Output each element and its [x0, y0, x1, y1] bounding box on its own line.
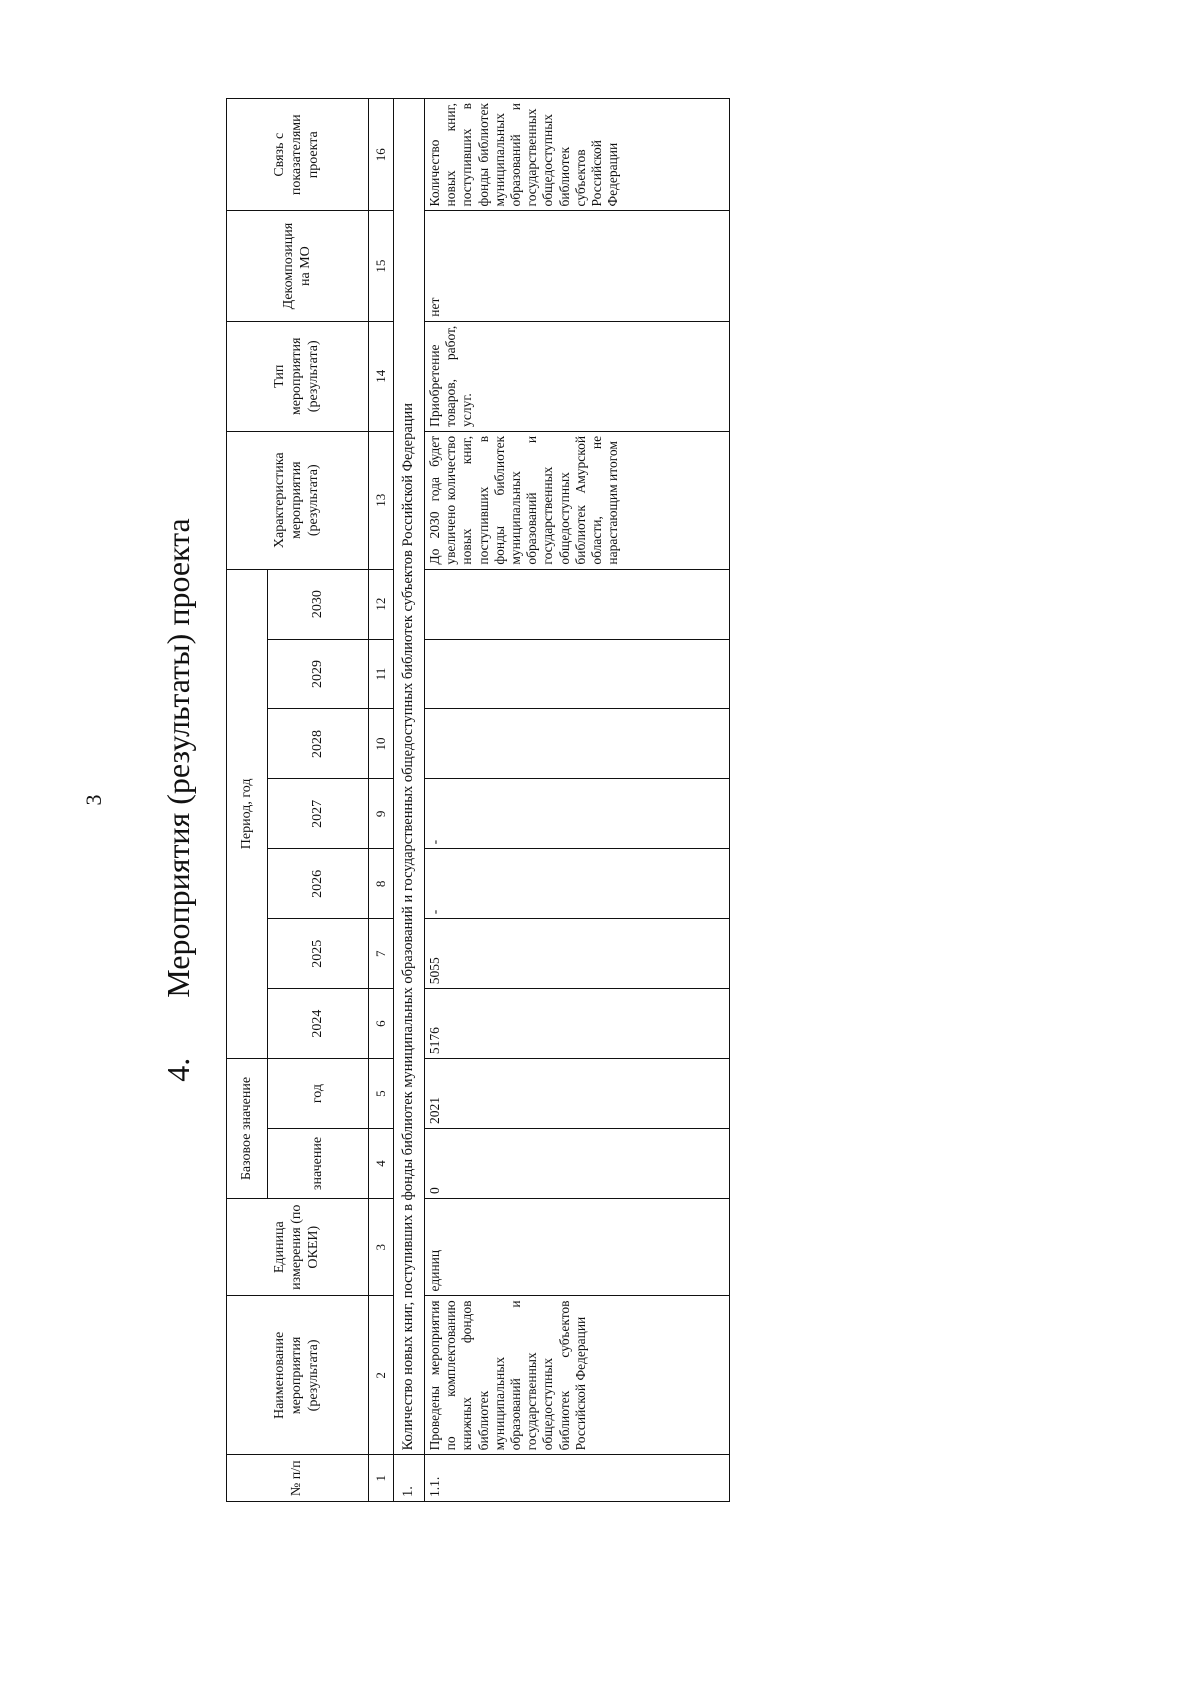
section-heading [150, 80, 206, 1520]
header-year: 2027 [268, 779, 369, 849]
header-characteristic: Характеристика мероприятия (результата) [227, 431, 369, 569]
row-unit: единиц [425, 1198, 730, 1295]
header-base-value: значение [268, 1129, 369, 1199]
heading-title: Мероприятия (результаты) проекта [160, 518, 196, 998]
header-period-group: Период, год [227, 569, 268, 1058]
header-link: Связь с показателями проекта [227, 99, 369, 212]
column-number: 16 [369, 99, 394, 212]
column-number: 3 [369, 1198, 394, 1295]
page-number: 3 [81, 794, 106, 806]
row-num: 1.1. [425, 1455, 730, 1502]
column-number: 13 [369, 431, 394, 569]
column-number: 12 [369, 569, 394, 639]
header-year: 2026 [268, 849, 369, 919]
column-number: 8 [369, 849, 394, 919]
header-year: 2028 [268, 709, 369, 779]
header-year: 2029 [268, 639, 369, 709]
row-value [425, 569, 730, 639]
row-base-year: 2021 [425, 1059, 730, 1129]
header-type: Тип мероприятия (результата) [227, 321, 369, 431]
row-value [425, 639, 730, 709]
column-number: 1 [369, 1455, 394, 1502]
column-number: 9 [369, 779, 394, 849]
header-unit: Единица измерения (по ОКЕИ) [227, 1198, 369, 1295]
column-number: 14 [369, 321, 394, 431]
row-value [425, 709, 730, 779]
header-name: Наименование мероприятия (результата) [227, 1296, 369, 1455]
row-value: - [425, 849, 730, 919]
column-number: 6 [369, 989, 394, 1059]
section-num: 1. [394, 1455, 425, 1502]
column-number: 5 [369, 1059, 394, 1129]
heading-number: 4. [160, 1057, 196, 1082]
header-year: 2025 [268, 919, 369, 989]
column-number: 10 [369, 709, 394, 779]
header-base-year: год [268, 1059, 369, 1129]
row-value: 5176 [425, 989, 730, 1059]
activities-table [226, 98, 730, 1502]
header-base-group: Базовое значение [227, 1059, 268, 1199]
row-characteristic: До 2030 года будет увеличено количество новых книг, поступивших в фонды библиотек муниципальных образований и государственных общедоступных библиотек Амурской области, не нарастающим итогом [425, 431, 730, 569]
column-number: 2 [369, 1296, 394, 1455]
header-year: 2024 [268, 989, 369, 1059]
column-number: 11 [369, 639, 394, 709]
header-year: 2030 [268, 569, 369, 639]
row-link: Количество новых книг, поступивших в фонды библиотек муниципальных образований и государственных общедоступных библиотек субъектов Российской Федерации [425, 99, 730, 212]
header-decomposition: Декомпозиция на МО [227, 211, 369, 321]
row-decomposition: нет [425, 211, 730, 321]
row-name: Проведены мероприятия по комплектованию книжных фондов библиотек муниципальных образований и государственных общедоступных библиотек субъектов Российской Федерации [425, 1296, 730, 1455]
row-base-value: 0 [425, 1129, 730, 1199]
row-type: Приобретение товаров, работ, услуг. [425, 321, 730, 431]
section-title: Количество новых книг, поступивших в фонды библиотек муниципальных образований и государственных общедоступных библиотек субъектов Российской Федерации [394, 99, 425, 1455]
column-number: 15 [369, 211, 394, 321]
column-number: 4 [369, 1129, 394, 1199]
row-value: 5055 [425, 919, 730, 989]
row-value: - [425, 779, 730, 849]
column-number: 7 [369, 919, 394, 989]
rotated-content [150, 80, 750, 1520]
header-num: № п/п [227, 1455, 369, 1502]
